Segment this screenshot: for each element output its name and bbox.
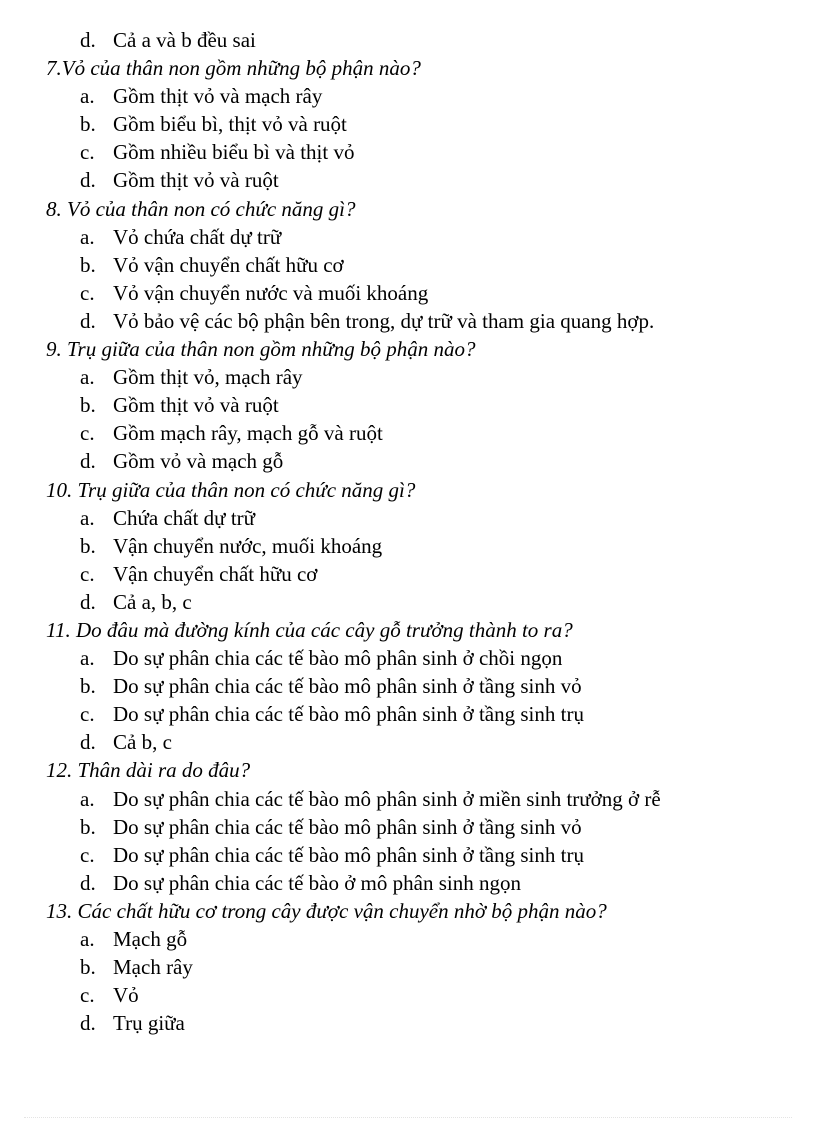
question-heading: 10. Trụ giữa của thân non có chức năng gì? — [46, 477, 416, 502]
option-text: Vận chuyển nước, muối khoáng — [113, 533, 383, 558]
question-heading: 12. Thân dài ra do đâu? — [46, 758, 251, 783]
option-letter: d. — [80, 308, 96, 333]
option-text: Cả a, b, c — [113, 589, 192, 614]
option-letter: c. — [80, 280, 95, 305]
option-text: Vỏ bảo vệ các bộ phận bên trong, dự trữ và tham gia quang hợp. — [113, 308, 655, 333]
answer-option — [0, 110, 816, 138]
answer-option — [0, 447, 816, 475]
option-text: Do sự phân chia các tế bào mô phân sinh ở miền sinh trưởng ở rễ — [113, 786, 661, 811]
answer-option — [0, 26, 816, 54]
option-letter: c. — [80, 983, 95, 1008]
option-letter: a. — [80, 84, 95, 109]
option-text: Vỏ chứa chất dự trữ — [113, 224, 282, 249]
option-text: Gồm thịt vỏ và mạch rây — [113, 84, 323, 109]
option-letter: c. — [80, 421, 95, 446]
option-text: Do sự phân chia các tế bào mô phân sinh ở chồi ngọn — [113, 646, 563, 671]
option-letter: b. — [80, 393, 96, 418]
answer-option — [0, 813, 816, 841]
option-text: Do sự phân chia các tế bào mô phân sinh ở tầng sinh trụ — [113, 702, 584, 727]
option-text: Do sự phân chia các tế bào mô phân sinh ở tầng sinh vỏ — [113, 674, 582, 699]
question-heading: 11. Do đâu mà đường kính của các cây gỗ trưởng thành to ra? — [46, 617, 573, 642]
option-letter: c. — [80, 842, 95, 867]
answer-option — [0, 279, 816, 307]
option-text: Gồm biểu bì, thịt vỏ và ruột — [113, 112, 347, 137]
answer-option — [0, 925, 816, 953]
answer-option — [0, 391, 816, 419]
option-letter: a. — [80, 927, 95, 951]
answer-option — [0, 532, 816, 560]
option-text: Trụ giữa — [113, 1011, 185, 1036]
option-text: Gồm thịt vỏ và ruột — [113, 168, 279, 193]
option-letter: d. — [80, 28, 96, 52]
answer-option — [0, 953, 816, 981]
question-heading: 7.Vỏ của thân non gồm những bộ phận nào? — [46, 56, 421, 81]
answer-option — [0, 728, 816, 756]
option-text: Cả b, c — [113, 730, 172, 755]
question-heading: 8. Vỏ của thân non có chức năng gì? — [46, 196, 356, 221]
option-letter: d. — [80, 168, 96, 193]
answer-option — [0, 981, 816, 1009]
option-letter: d. — [80, 589, 96, 614]
option-text: Gồm mạch rây, mạch gỗ và ruột — [113, 421, 383, 446]
answer-option — [0, 588, 816, 616]
option-letter: b. — [80, 814, 96, 839]
option-text: Mạch gỗ — [113, 927, 188, 951]
answer-option — [0, 504, 816, 532]
option-letter: b. — [80, 674, 96, 699]
question-heading: 13. Các chất hữu cơ trong cây được vận chuyển nhờ bộ phận nào? — [46, 898, 607, 923]
option-text: Gồm vỏ và mạch gỗ — [113, 449, 284, 474]
answer-option — [0, 644, 816, 672]
option-letter: b. — [80, 112, 96, 137]
page-bottom-divider — [24, 1117, 792, 1118]
option-text: Do sự phân chia các tế bào mô phân sinh ở tầng sinh vỏ — [113, 814, 582, 839]
option-text: Vỏ vận chuyển nước và muối khoáng — [113, 280, 429, 305]
answer-option — [0, 419, 816, 447]
question-heading: 9. Trụ giữa của thân non gồm những bộ phận nào? — [46, 337, 476, 362]
option-letter: a. — [80, 505, 95, 530]
option-letter: d. — [80, 730, 96, 755]
option-letter: c. — [80, 561, 95, 586]
option-letter: a. — [80, 224, 95, 249]
answer-option — [0, 251, 816, 279]
option-text: Mạch rây — [113, 955, 193, 980]
answer-option — [0, 166, 816, 194]
option-text: Do sự phân chia các tế bào mô phân sinh ở tầng sinh trụ — [113, 842, 584, 867]
option-letter: c. — [80, 140, 95, 165]
option-letter: a. — [80, 786, 95, 811]
answer-option — [0, 223, 816, 251]
answer-option — [0, 307, 816, 335]
option-letter: a. — [80, 646, 95, 671]
answer-option — [0, 1009, 816, 1037]
answer-option — [0, 560, 816, 588]
answer-option — [0, 363, 816, 391]
option-text: Chứa chất dự trữ — [113, 505, 256, 530]
option-text: Cả a và b đều sai — [113, 28, 256, 52]
answer-option — [0, 672, 816, 700]
option-letter: a. — [80, 365, 95, 390]
option-letter: c. — [80, 702, 95, 727]
answer-option — [0, 869, 816, 897]
answer-option — [0, 841, 816, 869]
answer-option — [0, 785, 816, 813]
option-text: Vận chuyển chất hữu cơ — [113, 561, 318, 586]
option-letter: b. — [80, 955, 96, 980]
option-letter: d. — [80, 1011, 96, 1036]
option-text: Do sự phân chia các tế bào ở mô phân sinh ngọn — [113, 870, 521, 895]
option-text: Gồm nhiều biểu bì và thịt vỏ — [113, 140, 355, 165]
option-text: Vỏ vận chuyển chất hữu cơ — [113, 252, 344, 277]
answer-option — [0, 700, 816, 728]
answer-option — [0, 82, 816, 110]
option-letter: d. — [80, 870, 96, 895]
option-text: Vỏ — [113, 983, 139, 1008]
option-letter: b. — [80, 533, 96, 558]
answer-option — [0, 138, 816, 166]
option-text: Gồm thịt vỏ và ruột — [113, 393, 279, 418]
option-letter: d. — [80, 449, 96, 474]
option-text: Gồm thịt vỏ, mạch rây — [113, 365, 303, 390]
document-body — [0, 26, 816, 1037]
option-letter: b. — [80, 252, 96, 277]
